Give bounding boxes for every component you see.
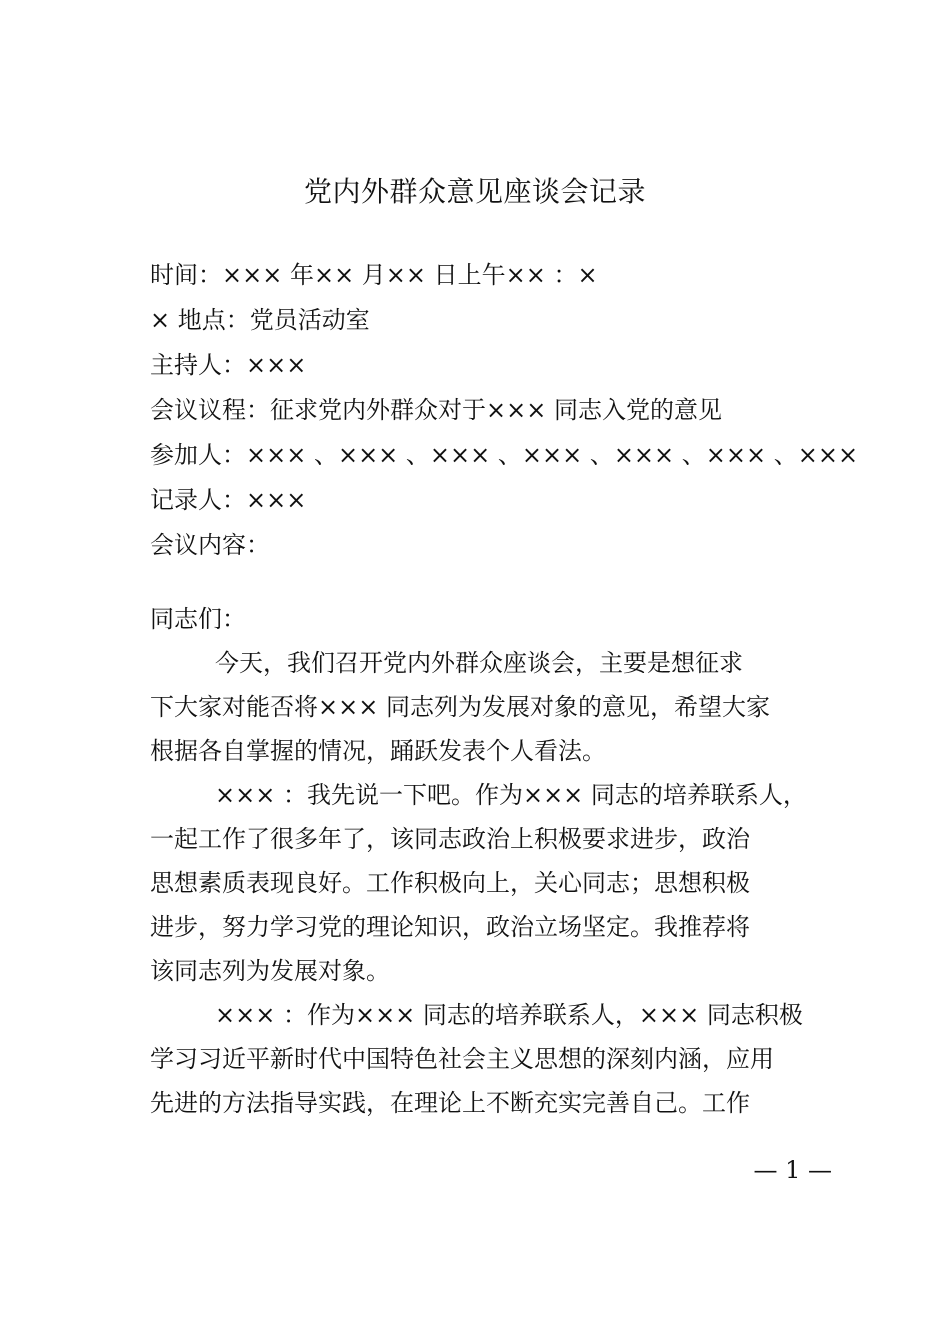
meeting-attendees-line: 参加人：××× 、××× 、××× 、××× 、××× 、××× 、××× [150, 441, 859, 469]
paragraph-line: ××× ：作为××× 同志的培养联系人，××× 同志积极 [215, 1001, 803, 1029]
meeting-agenda-line: 会议议程：征求党内外群众对于××× 同志入党的意见 [150, 396, 722, 424]
paragraph-line: ××× ：我先说一下吧。作为××× 同志的培养联系人， [215, 781, 807, 809]
meeting-body [150, 597, 807, 1125]
page-number: — 1 — [753, 1156, 832, 1184]
paragraph-line: 下大家对能否将××× 同志列为发展对象的意见，希望大家 [150, 693, 770, 721]
paragraph-speaker-1 [150, 773, 807, 993]
meeting-host-line: 主持人：××× [150, 351, 307, 379]
meeting-time-line: 时间：××× 年×× 月×× 日上午×× ：× [150, 261, 598, 289]
meeting-recorder-line: 记录人：××× [150, 486, 307, 514]
paragraph-line: 进步，努力学习党的理论知识，政治立场坚定。我推荐将 [150, 913, 750, 941]
meeting-location-line: × 地点：党员活动室 [150, 306, 370, 334]
paragraph-line: 先进的方法指导实践，在理论上不断充实完善自己。工作 [150, 1089, 750, 1117]
paragraph-line: 学习习近平新时代中国特色社会主义思想的深刻内涵，应用 [150, 1045, 774, 1073]
paragraph-opening [150, 641, 802, 773]
paragraph-line: 根据各自掌握的情况，踊跃发表个人看法。 [150, 737, 606, 765]
paragraph-speaker-2 [150, 993, 802, 1125]
paragraph-line: 今天，我们召开党内外群众座谈会，主要是想征求 [215, 649, 743, 677]
meeting-content-label: 会议内容： [150, 531, 270, 559]
meeting-info [150, 253, 859, 568]
document-title: 党内外群众意见座谈会记录 [303, 175, 646, 208]
greeting [150, 597, 802, 641]
paragraph-line: 思想素质表现良好。工作积极向上，关心同志；思想积极 [150, 869, 750, 897]
greeting-text: 同志们： [150, 605, 246, 633]
paragraph-line: 一起工作了很多年了，该同志政治上积极要求进步，政治 [150, 825, 750, 853]
paragraph-line: 该同志列为发展对象。 [150, 957, 390, 985]
